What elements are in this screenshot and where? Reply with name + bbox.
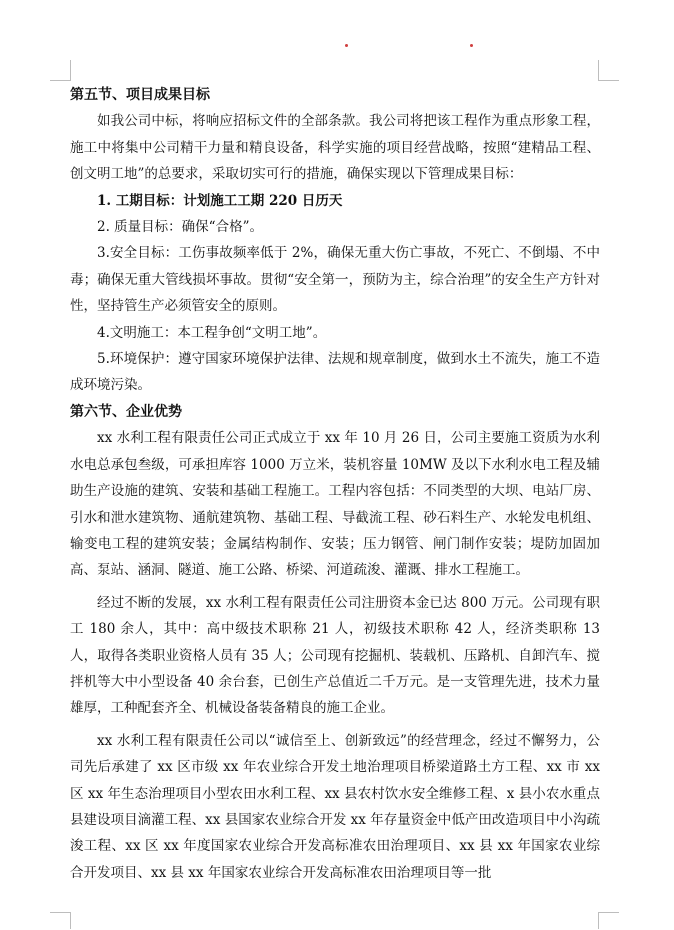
section-heading: 第六节、企业优势 <box>70 403 182 420</box>
section-heading: 第五节、项目成果目标 <box>70 87 210 103</box>
company-paragraph: xx 水利工程有限责任公司正式成立于 xx 年 10 月 26 日，公司主要施工资质为水利水电总承包叁级，可承担库容 1000 万立米，装机容量 10MW 及以下水利水电工程及辅助生产设施的建筑、安装和基础工程施工。工程内容包括：不同类型的大坝、电站厂房、引水和泄水建筑物、通航建筑物、基础工程、导截流工程、砂石料生产、水轮发电机组、输变电工程的建筑安装；金属结构制作、安装；压力钢管、闸门制作安装；堤防加固加高、泵站、涵洞、隧道、施工公路、桥梁、河道疏浚、灌溉、排水工程施工。 <box>70 430 600 579</box>
goal-item <box>70 240 600 319</box>
goal-prefix: 3.安全目标： <box>97 245 179 262</box>
page-corner-mark-bottom-right <box>598 912 619 929</box>
goal-item <box>70 320 600 346</box>
page-corner-mark-bottom-left <box>50 912 71 929</box>
intro-paragraph: 如我公司中标，将响应招标文件的全部条款。我公司将把该工程作为重点形象工程，施工中将集中公司精干力量和精良设备，科学实施的项目经营战略，按照“建精品工程、创文明工地”的总要求，采取切实可行的措施，确保实现以下管理成果目标： <box>70 113 600 183</box>
page-corner-mark-top-left <box>50 60 71 81</box>
company-paragraph: 经过不断的发展，xx 水利工程有限责任公司注册资本金已达 800 万元。公司现有职工 180 余人，其中：高中级技术职称 21 人，初级技术职称 42 人，经济类职称 13 人，取得各类职业资格人员有 35 人；公司现有挖掘机、装载机、压路机、自卸汽车、搅拌机等大中小型设备 40 余台套，已创生产总值近二千万元。是一支管理先进，技术力量雄厚，工种配套齐全、机械设备装备精良的施工企业。 <box>70 594 600 717</box>
goal-text: 确保“合格”。 <box>181 219 263 236</box>
goal-prefix: 2. 质量目标： <box>97 219 182 236</box>
document-body <box>70 82 600 886</box>
goal-item <box>70 214 600 240</box>
red-dot-mark <box>345 44 348 47</box>
goal-text: 计划施工工期 220 日历天 <box>183 192 343 209</box>
red-dot-mark <box>470 44 473 47</box>
goal-prefix: 4.文明施工： <box>97 324 178 341</box>
goal-text: 工伤事故频率低于 2%，确保无重大伤亡事故，不死亡、不倒塌、不中毒；确保无重大管线损坏事故。贯彻“安全第一，预防为主，综合治理”的安全生产方针对性，坚持管生产必须管安全的原则。 <box>70 245 600 315</box>
goal-item <box>70 188 600 214</box>
page-corner-mark-top-right <box>598 60 619 81</box>
goal-item <box>70 346 600 399</box>
company-paragraph: xx 水利工程有限责任公司以“诚信至上、创新致远”的经营理念，经过不懈努力，公司先后承建了 xx 区市级 xx 年农业综合开发土地治理项目桥梁道路土方工程、xx 市 xx 区 xx 年生态治理项目小型农田水利工程、xx 县农村饮水安全维修工程、x 县小农水重点县建设项目滴灌工程、xx 县国家农业综合开发 xx 年存量资金中低产田改造项目中小沟疏浚工程、xx 区 xx 年度国家农业综合开发高标准农田治理项目、xx 县 xx 年国家农业综合开发项目、xx 县 xx 年国家农业综合开发高标准农田治理项目等一批 <box>70 732 600 881</box>
goal-prefix: 5.环境保护： <box>97 351 179 368</box>
goal-text: 遵守国家环境保护法律、法规和规章制度，做到水土不流失，施工不造成环境污染。 <box>70 351 601 394</box>
goal-prefix: 1. 工期目标： <box>97 192 184 209</box>
goal-text: 本工程争创“文明工地”。 <box>177 324 327 341</box>
